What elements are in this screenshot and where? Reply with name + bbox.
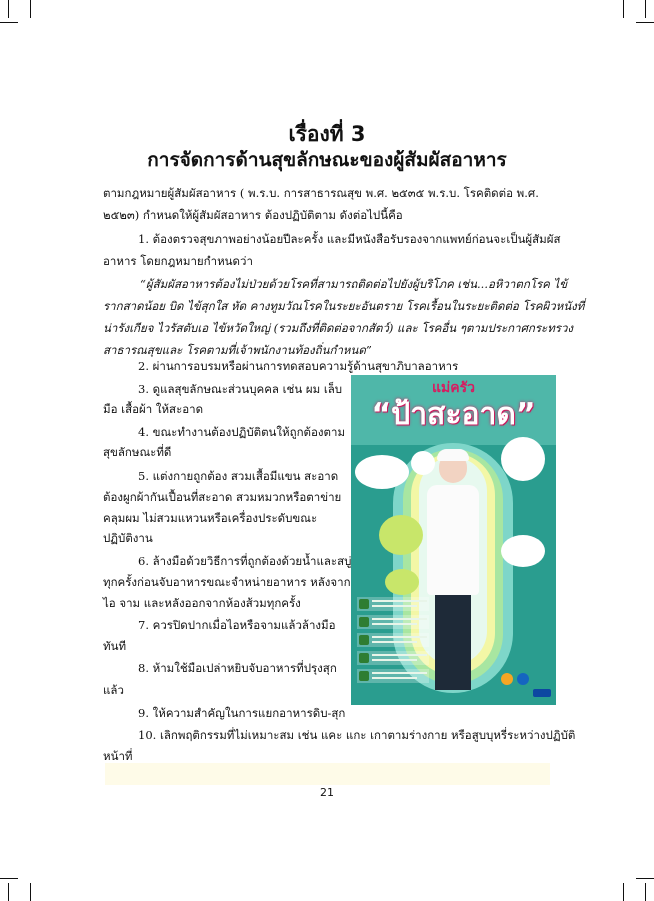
list-item-1-cont: อาหาร โดยกฎหมายกำหนดว่า xyxy=(103,254,253,268)
law-quote: สาธารณสุขและ โรคตามที่เจ้าพนักงานท้องถิ่นกำหนด” xyxy=(103,343,372,357)
poster-logo xyxy=(533,689,551,697)
crop-mark xyxy=(636,22,654,23)
list-item-7-cont: ทันที xyxy=(103,639,127,653)
poster-callout xyxy=(385,569,419,595)
cook-legs xyxy=(435,595,471,690)
poster-callout xyxy=(355,455,409,489)
list-item-2: 2. ผ่านการอบรมหรือผ่านการทดสอบความรู้ด้านสุขาภิบาลอาหาร xyxy=(138,359,459,373)
list-item-6-cont: ทุกครั้งก่อนจับอาหารขณะจำหน่ายอาหาร หลังจาก xyxy=(103,575,351,589)
poster-callout xyxy=(411,451,435,475)
list-item-8: 8. ห้ามใช้มือเปล่าหยิบจับอาหารที่ปรุงสุก xyxy=(138,661,337,675)
poster-rule-row xyxy=(357,633,429,647)
list-item-1: 1. ต้องตรวจสุขภาพอย่างน้อยปีละครั้ง และมีหนังสือรับรองจากแพทย์ก่อนจะเป็นผู้สัมผัส xyxy=(138,232,561,246)
page-number: 21 xyxy=(320,786,334,799)
poster-logo xyxy=(501,673,513,685)
list-item-4-cont: สุขลักษณะที่ดี xyxy=(103,445,172,459)
list-item-5-cont: ต้องผูกผ้ากันเปื้อนที่สะอาด สวมหมวกหรือตาข่าย xyxy=(103,490,342,504)
law-quote: “ผู้สัมผัสอาหารต้องไม่ป่วยด้วยโรคที่สามารถติดต่อไปยังผู้บริโภค เช่น...อหิวาตกโรค ไข้ xyxy=(140,277,568,291)
list-item-3-cont: มือ เสื้อผ้า ให้สะอาด xyxy=(103,402,204,416)
crop-mark xyxy=(623,883,624,901)
crop-mark xyxy=(30,0,31,18)
list-item-5-cont: คลุมผม ไม่สวมแหวนหรือเครื่องประดับขณะ xyxy=(103,511,318,525)
crop-mark xyxy=(0,22,18,23)
law-quote: รากสาดน้อย บิด ไข้สุกใส หัด คางทูมวัณโรคในระยะอันตราย โรคเรื้อนในระยะติดต่อ โรคผิวหนังที่ xyxy=(103,299,585,313)
poster-rule-row xyxy=(357,651,429,665)
poster-subtitle: แม่ครัว xyxy=(432,380,475,396)
hygiene-poster xyxy=(351,375,556,705)
cook-apron xyxy=(427,485,479,595)
crop-mark xyxy=(645,883,646,901)
list-item-10-cont: หน้าที่ xyxy=(103,749,133,763)
crop-mark xyxy=(30,883,31,901)
list-item-6-cont: ไอ จาม และหลังออกจากห้องส้วมทุกครั้ง xyxy=(103,596,301,610)
poster-logo xyxy=(517,673,529,685)
law-quote: น่ารังเกียจ ไวรัสตับเอ ไข้หวัดใหญ่ (รวมถึงที่ติดต่อจากสัตว์) และ โรคอื่น ๆตามประกาศกระทรวง xyxy=(103,321,574,335)
list-item-10: 10. เลิกพฤติกรรมที่ไม่เหมาะสม เช่น แคะ แกะ เกาตามร่างกาย หรือสูบบุหรี่ระหว่างปฏิบัติ xyxy=(138,728,576,742)
list-item-5-cont: ปฏิบัติงาน xyxy=(103,531,153,545)
crop-mark xyxy=(636,878,654,879)
poster-callout xyxy=(379,515,423,555)
page-title: การจัดการด้านสุขลักษณะของผู้สัมผัสอาหาร xyxy=(147,149,507,171)
chapter-number: เรื่องที่ 3 xyxy=(288,122,366,146)
crop-mark xyxy=(623,0,624,18)
poster-rule-row xyxy=(357,597,429,611)
footer-band xyxy=(105,763,550,785)
crop-mark xyxy=(8,0,9,18)
poster-title: “ป้าสะอาด” xyxy=(371,397,536,432)
poster-callout xyxy=(501,437,545,481)
cook-cap xyxy=(437,449,469,461)
intro-line: ๒๕๒๓) กำหนดให้ผู้สัมผัสอาหาร ต้องปฏิบัติตาม ดังต่อไปนี้คือ xyxy=(103,208,403,222)
poster-rule-row xyxy=(357,669,429,683)
list-item-6: 6. ล้างมือด้วยวิธีการที่ถูกต้องด้วยน้ำและสบู่ xyxy=(138,554,352,568)
poster-rule-row xyxy=(357,615,429,629)
list-item-8-cont: แล้ว xyxy=(103,683,124,697)
crop-mark xyxy=(0,878,18,879)
crop-mark xyxy=(645,0,646,18)
crop-mark xyxy=(8,883,9,901)
list-item-7: 7. ควรปิดปากเมื่อไอหรือจามแล้วล้างมือ xyxy=(138,618,336,632)
list-item-9: 9. ให้ความสำคัญในการแยกอาหารดิบ-สุก xyxy=(138,706,346,720)
list-item-3: 3. ดูแลสุขลักษณะส่วนบุคคล เช่น ผม เล็บ xyxy=(138,382,343,396)
list-item-4: 4. ขณะทำงานต้องปฏิบัติตนให้ถูกต้องตาม xyxy=(138,425,346,439)
poster-callout xyxy=(501,535,545,567)
list-item-5: 5. แต่งกายถูกต้อง สวมเสื้อมีแขน สะอาด xyxy=(138,469,339,483)
intro-line: ตามกฎหมายผู้สัมผัสอาหาร ( พ.ร.บ. การสาธารณสุข พ.ศ. ๒๕๓๕ พ.ร.บ. โรคติดต่อ พ.ศ. xyxy=(103,186,539,200)
